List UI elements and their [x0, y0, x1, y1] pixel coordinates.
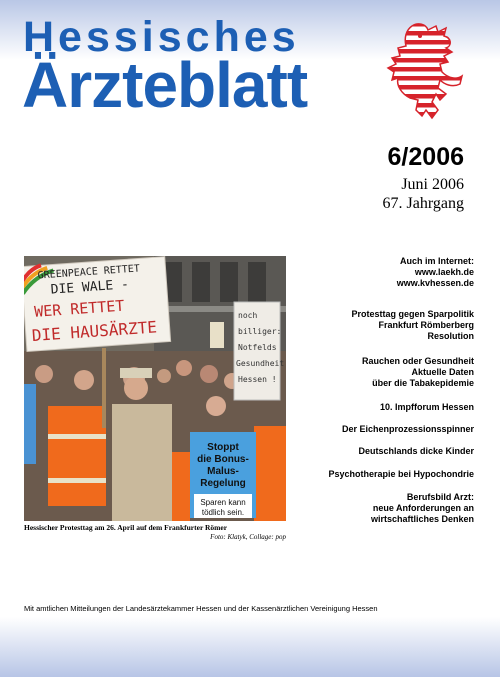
- toc-item-eichenprozessionsspinner: [342, 424, 474, 435]
- toc-line: Psychotherapie bei Hypochondrie: [328, 469, 474, 479]
- masthead-line1: Hessisches: [23, 13, 300, 61]
- cover-photo: [24, 256, 286, 521]
- toc-link[interactable]: www.kvhessen.de: [396, 278, 474, 288]
- toc-line: Resolution: [427, 331, 474, 341]
- toc-line: Protesttag gegen Sparpolitik: [351, 309, 474, 319]
- sign-main-line4: DIE HAUSÄRZTE: [31, 317, 158, 346]
- sign-right-line1: noch: [238, 311, 258, 320]
- sign-right-line2: billiger:: [238, 327, 282, 336]
- sign-bottom-line2: tödlich sein.: [201, 508, 245, 517]
- toc-item-protesttag: [351, 309, 474, 342]
- issue-volume: 67. Jahrgang: [382, 195, 464, 212]
- toc-item-berufsbild: [371, 492, 474, 525]
- issue-date: [383, 175, 464, 213]
- toc-line: neue Anforderungen an: [372, 503, 474, 513]
- toc-link[interactable]: www.laekh.de: [414, 267, 474, 277]
- sign-main-line3: WER RETTET: [33, 296, 125, 321]
- hessen-lion-crest-icon: [382, 22, 466, 120]
- toc-line: Deutschlands dicke Kinder: [358, 446, 474, 456]
- issue-month: Juni 2006: [401, 176, 464, 193]
- toc-line: Frankfurt Römberberg: [378, 320, 474, 330]
- sign-bottom-line1: Sparen kann: [200, 498, 246, 507]
- sign-right-line3: Notfelds: [238, 343, 277, 352]
- issue-number: 6/2006: [387, 143, 464, 171]
- sign-blue-line2: die Bonus-: [197, 454, 249, 465]
- toc-line: Auch im Internet:: [399, 256, 474, 266]
- toc-line: Aktuelle Daten: [411, 367, 474, 377]
- sign-main-line2: DIE WALE -: [50, 277, 130, 298]
- sign-main-line1: GREENPEACE RETTET: [37, 263, 141, 282]
- toc-item-rauchen: [362, 356, 474, 389]
- toc-item-dicke-kinder: [358, 446, 474, 457]
- footer-note: Mit amtlichen Mitteilungen der Landesärztekammer Hessen und der Kassenärztlichen Vereinigung Hessen: [24, 604, 378, 613]
- photo-caption: Hessischer Protesttag am 26. April auf dem Frankfurter Römer: [24, 523, 228, 532]
- toc-item-internet: [397, 256, 474, 289]
- toc-item-psychotherapie: [328, 469, 474, 480]
- toc-line: über die Tabakepidemie: [372, 378, 474, 388]
- masthead-line2: Ärzteblatt: [22, 49, 308, 121]
- bottom-gradient-band: [0, 617, 500, 677]
- sign-right-line5: Hessen !: [238, 375, 277, 384]
- toc-line: Der Eichenprozessionsspinner: [341, 424, 474, 434]
- sign-blue-line4: Regelung: [200, 478, 246, 489]
- toc-line: Berufsbild Arzt:: [406, 492, 474, 502]
- sign-blue-line3: Malus-: [207, 466, 239, 477]
- sign-blue-line1: Stoppt: [207, 442, 239, 453]
- toc-line: Rauchen oder Gesundheit: [361, 356, 474, 366]
- toc-line: 10. Impfforum Hessen: [379, 402, 474, 412]
- sign-right-line4: Gesundheit: [236, 359, 285, 368]
- toc-line: wirtschaftliches Denken: [370, 514, 474, 524]
- toc-item-impfforum: [380, 402, 474, 413]
- photo-credit: Foto: Klatyk, Collage: pop: [210, 533, 286, 541]
